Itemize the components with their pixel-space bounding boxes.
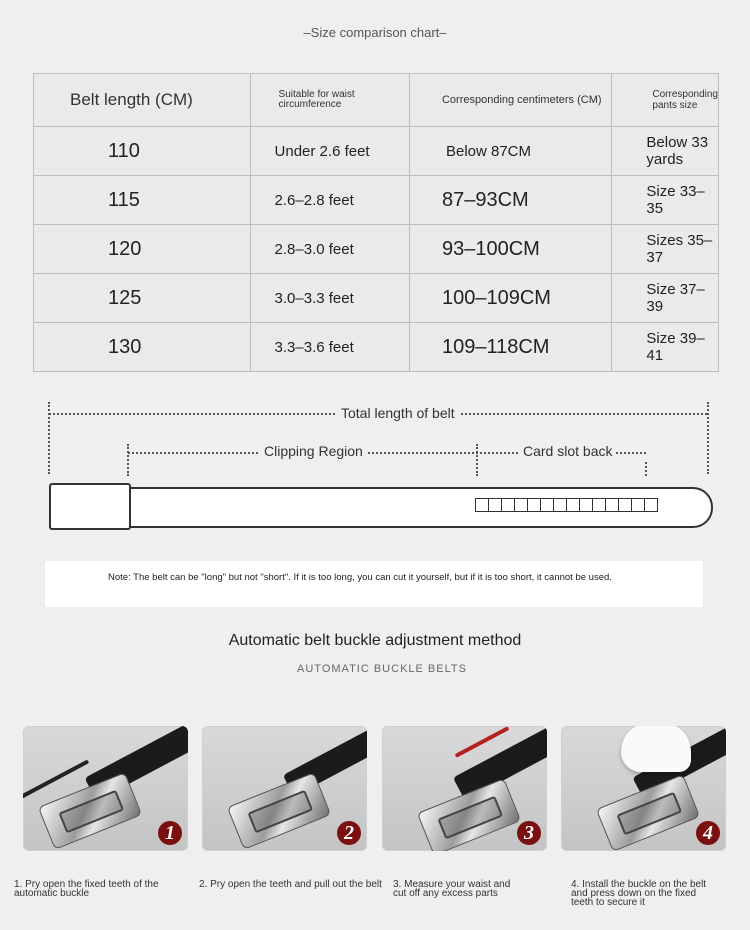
header-waist: Suitable for waist circumference	[250, 74, 409, 127]
cell-waist: 3.0–3.3 feet	[250, 274, 409, 323]
cell-centimeters: 109–118CM	[409, 323, 611, 372]
cell-belt-length: 115	[34, 176, 251, 225]
clipping-left-marker	[127, 444, 129, 476]
card-slot-right-marker	[645, 462, 647, 476]
cell-centimeters: 100–109CM	[409, 274, 611, 323]
clipping-line	[128, 452, 646, 454]
method-title: Automatic belt buckle adjustment method	[228, 632, 522, 649]
size-table	[33, 73, 719, 372]
header-centimeters: Corresponding centimeters (CM)	[409, 74, 611, 127]
cell-belt-length: 125	[34, 274, 251, 323]
step-4-caption: 4. Install the buckle on the belt and press down on the fixed teeth to secure it	[571, 879, 707, 908]
card-slot-holes	[475, 498, 658, 512]
cell-waist: Under 2.6 feet	[250, 127, 409, 176]
glove-hand-icon	[621, 726, 691, 772]
belt-tip-outline	[49, 483, 131, 530]
cell-belt-length: 130	[34, 323, 251, 372]
cell-belt-length: 110	[34, 127, 251, 176]
table-row	[34, 323, 719, 372]
step-1-image	[23, 726, 188, 851]
cell-waist: 2.6–2.8 feet	[250, 176, 409, 225]
step-1-caption: 1. Pry open the fixed teeth of the automatic buckle	[14, 879, 159, 899]
table-row	[34, 274, 719, 323]
total-length-label: Total length of belt	[337, 405, 459, 421]
cell-centimeters: 93–100CM	[409, 225, 611, 274]
total-length-left-marker	[48, 402, 50, 474]
table-header-row	[34, 74, 719, 127]
total-length-right-marker	[707, 402, 709, 474]
table-row	[34, 127, 719, 176]
cell-belt-length: 120	[34, 225, 251, 274]
total-length-line	[49, 413, 707, 415]
clipping-region-label: Clipping Region	[260, 443, 367, 459]
cell-centimeters: 87–93CM	[409, 176, 611, 225]
step-2-image	[202, 726, 367, 851]
header-pants-size: Corresponding pants size	[612, 74, 719, 127]
cell-pants-size: Size 37–39	[612, 274, 719, 323]
step-number-badge: 1	[158, 821, 182, 845]
clipping-right-marker	[476, 444, 478, 476]
table-row	[34, 225, 719, 274]
step-3-image	[382, 726, 547, 851]
header-belt-length: Belt length (CM)	[34, 74, 251, 127]
step-number-badge: 3	[517, 821, 541, 845]
note-text: Note: The belt can be "long" but not "short". If it is too long, you can cut it yourself, but if it is too short, it cannot be used.	[108, 572, 612, 583]
cell-pants-size: Below 33 yards	[612, 127, 719, 176]
buckle-icon	[227, 772, 331, 850]
step-2-caption: 2. Pry open the teeth and pull out the belt	[199, 879, 382, 890]
step-4-image	[561, 726, 726, 851]
cell-waist: 3.3–3.6 feet	[250, 323, 409, 372]
note-box	[45, 561, 703, 607]
step-number-badge: 2	[337, 821, 361, 845]
card-slot-label: Card slot back	[519, 443, 616, 459]
belt-strap-outline	[49, 487, 713, 528]
cell-waist: 2.8–3.0 feet	[250, 225, 409, 274]
chart-title: –Size comparison chart–	[303, 25, 447, 40]
cell-pants-size: Sizes 35–37	[612, 225, 719, 274]
table-row	[34, 176, 719, 225]
step-number-badge: 4	[696, 821, 720, 845]
cell-pants-size: Size 39–41	[612, 323, 719, 372]
method-subtitle: AUTOMATIC BUCKLE BELTS	[297, 663, 467, 675]
step-3-caption: 3. Measure your waist and cut off any excess parts	[393, 879, 511, 899]
cell-centimeters: Below 87CM	[409, 127, 611, 176]
cell-pants-size: Size 33–35	[612, 176, 719, 225]
